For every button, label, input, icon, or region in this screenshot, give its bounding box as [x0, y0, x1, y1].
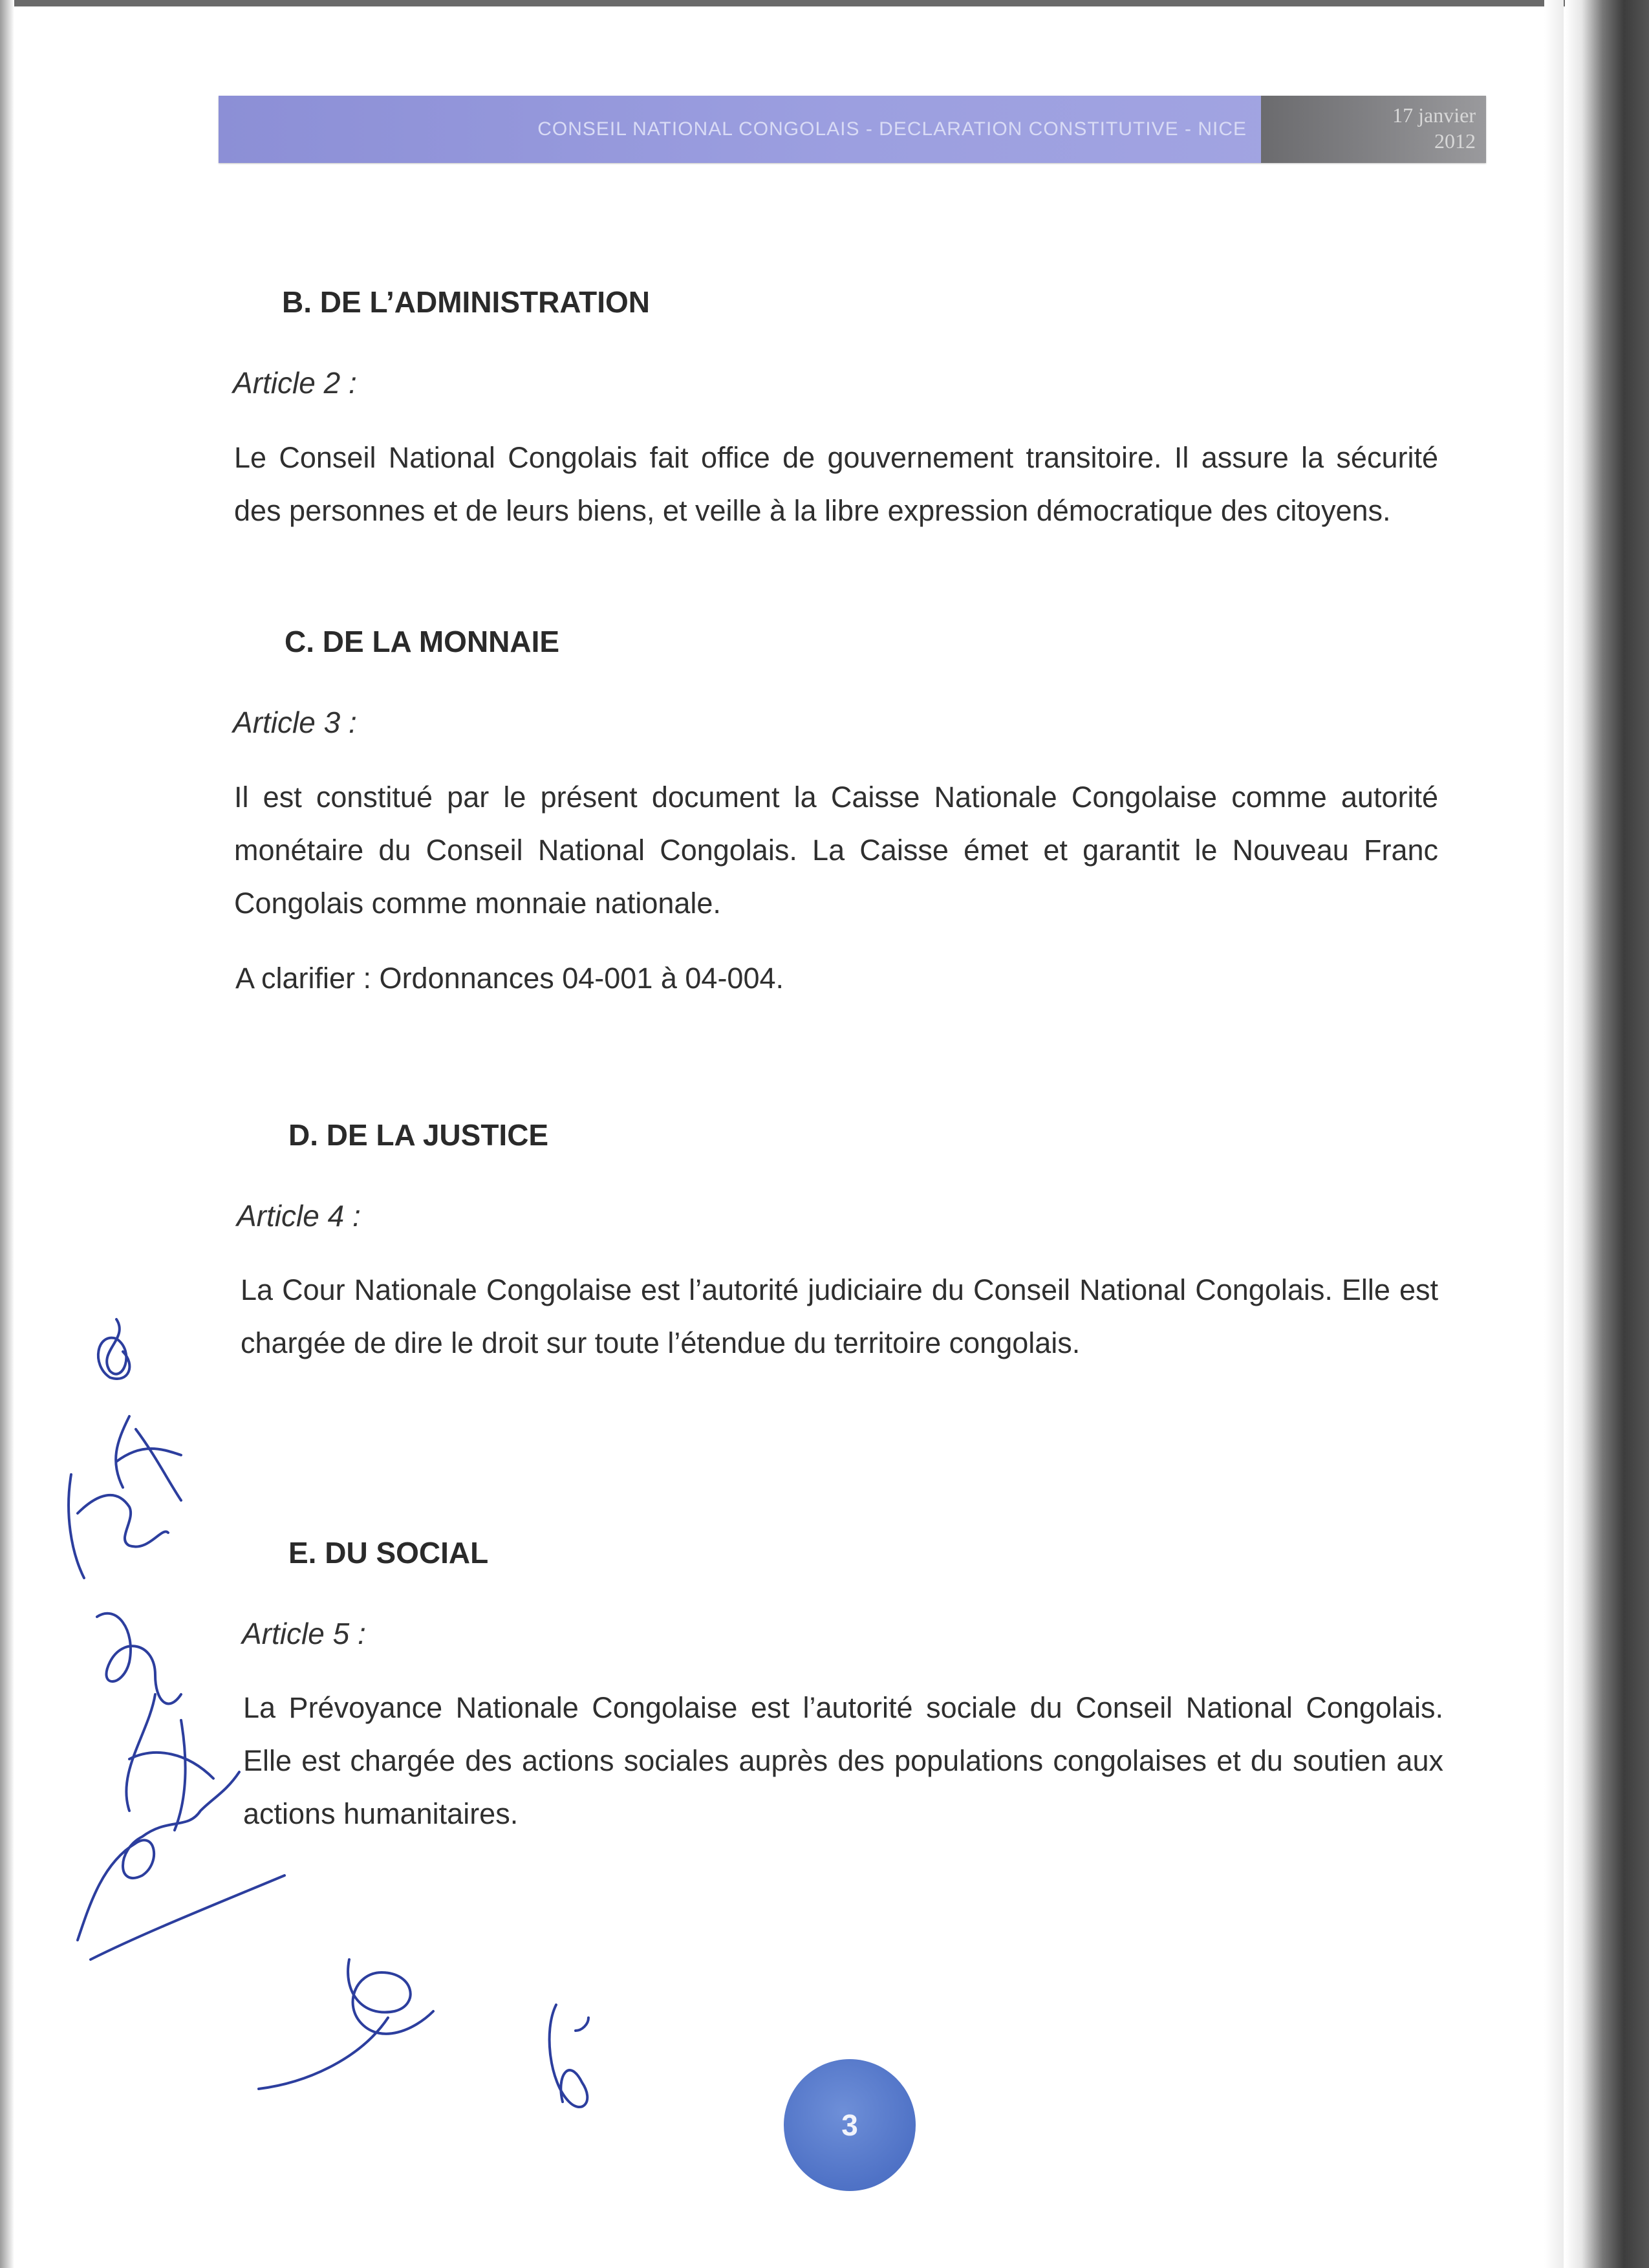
- header-bar: [219, 96, 1486, 163]
- handwritten-signatures: [52, 1306, 634, 2160]
- header-date-year: 2012: [1434, 129, 1476, 153]
- section-heading-monnaie: C. DE LA MONNAIE: [285, 625, 560, 658]
- article-3-label: Article 3 :: [233, 706, 357, 739]
- article-3-note: A clarifier : Ordonnances 04-001 à 04-004.: [235, 962, 784, 995]
- article-5-text: La Prévoyance Nationale Congolaise est l’autorité sociale du Conseil National Congolais. Elle est chargée des actions sociales auprès des populations congolaises et du soutien aux actions humanitaires.: [243, 1691, 1443, 1830]
- signature-7: [259, 1960, 433, 2089]
- article-4-label: Article 4 :: [237, 1199, 361, 1233]
- scan-edge-right: [1565, 0, 1649, 2268]
- scan-edge-top: [0, 0, 1649, 6]
- scan-edge-left: [0, 0, 14, 2268]
- header-date: [1261, 96, 1486, 163]
- article-2-label: Article 2 :: [233, 366, 357, 400]
- article-3-text: Il est constitué par le présent document la Caisse Nationale Congolaise comme autorité monétaire du Conseil National Congolais. La Caisse émet et garantit le Nouveau Franc Congolais comme monnaie nationale.: [234, 781, 1438, 920]
- signature-2: [116, 1416, 181, 1500]
- article-2-text: Le Conseil National Congolais fait office de gouvernement transitoire. Il assure la sécurité des personnes et de leurs biens, et veille à la libre expression démocratique des citoyens.: [234, 441, 1438, 527]
- signature-1: [98, 1319, 130, 1379]
- signature-8: [550, 2005, 588, 2107]
- section-heading-social: E. DU SOCIAL: [288, 1536, 489, 1570]
- signature-6: [78, 1772, 285, 1960]
- article-5-label: Article 5 :: [242, 1617, 366, 1650]
- page-number: 3: [784, 2059, 916, 2191]
- article-4-text: La Cour Nationale Congolaise est l’autorité judiciaire du Conseil National Congolais. Elle est chargée de dire le droit sur toute l’étendue du territoire congolais.: [241, 1273, 1438, 1359]
- signature-3: [69, 1474, 168, 1578]
- header-date-day: 17 janvier: [1392, 103, 1476, 127]
- header-title: CONSEIL NATIONAL CONGOLAIS - DECLARATION CONSTITUTIVE - NICE: [537, 118, 1247, 140]
- page-shadow: [1544, 0, 1564, 2268]
- section-heading-justice: D. DE LA JUSTICE: [288, 1118, 549, 1152]
- section-heading-administration: B. DE L’ADMINISTRATION: [282, 285, 651, 319]
- signature-4: [97, 1614, 181, 1704]
